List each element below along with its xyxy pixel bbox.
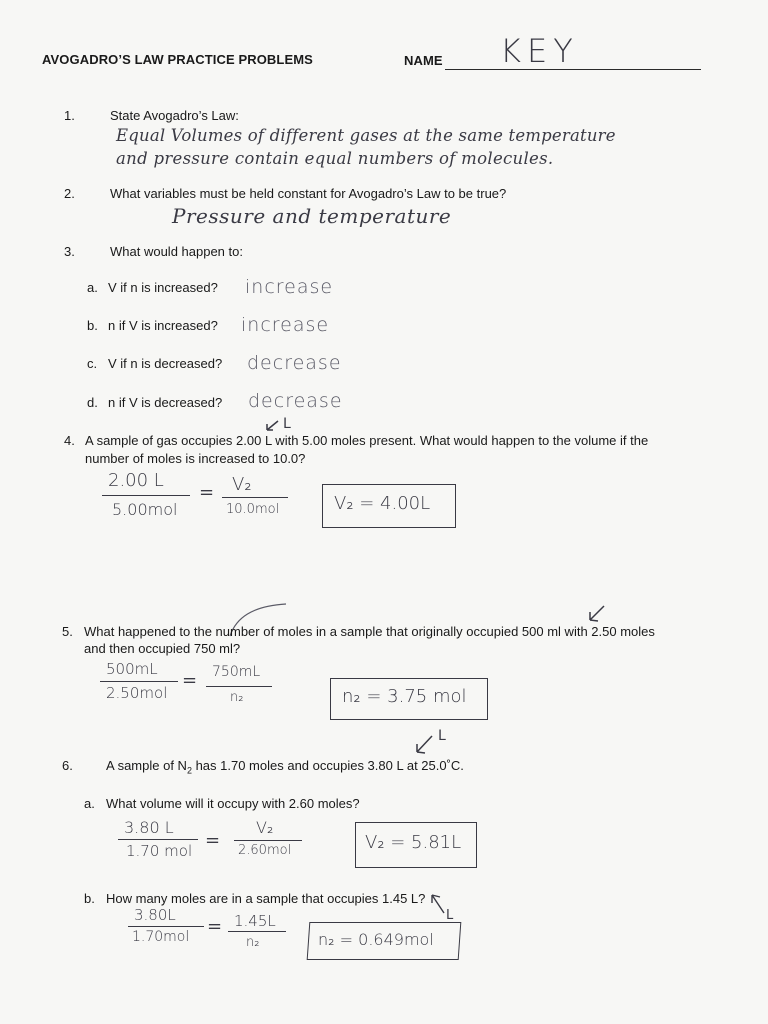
q6b-question: How many moles are in a sample that occupies 1.45 L? (106, 891, 426, 906)
q4-equals: = (199, 482, 215, 503)
q1-answer-line1: Equal Volumes of different gases at the same temperature (116, 126, 616, 145)
q5-number: 5. (62, 624, 73, 639)
q3-number: 3. (64, 244, 75, 259)
q4-correction-mark: L (283, 416, 291, 432)
q3a-letter: a. (87, 280, 98, 295)
q5-equals: = (182, 670, 198, 691)
q5-question-line1: What happened to the number of moles in a sample that originally occupied 500 ml with 2.50 moles (84, 624, 655, 639)
q3b-answer: increase (241, 314, 330, 336)
q4-question-line1: A sample of gas occupies 2.00 L with 5.00 moles present. What would happen to the volume if the (85, 433, 649, 448)
q2-question: What variables must be held constant for Avogadro’s Law to be true? (110, 186, 507, 201)
q6b-left-denominator: 1.70mol (132, 929, 190, 945)
q5-question-line2: and then occupied 750 ml? (84, 641, 241, 656)
q4-right-fraction-bar (222, 497, 288, 498)
q2-number: 2. (64, 186, 75, 201)
q6a-left-fraction-bar (118, 839, 198, 840)
q6b-equals: = (207, 916, 223, 937)
q5-correction-arrow-icon (584, 604, 608, 626)
q6-question (106, 758, 464, 776)
q6b-left-fraction-bar (128, 926, 204, 927)
q4-left-denominator: 5.00mol (112, 500, 178, 519)
q3c-letter: c. (87, 356, 98, 371)
q5-right-denominator: n₂ (230, 690, 244, 705)
q5-left-numerator: 500mL (106, 660, 158, 678)
q3b-question: n if V is increased? (108, 318, 218, 333)
q6-correction-mark: L (438, 728, 446, 744)
q4-result: V₂ = 4.00L (334, 493, 431, 514)
q6a-right-numerator: V₂ (256, 818, 274, 837)
q3-question: What would happen to: (110, 244, 243, 259)
q6-question-subscript: 2 (186, 765, 192, 776)
q4-question-line2: number of moles is increased to 10.0? (85, 451, 306, 466)
q6a-question: What volume will it occupy with 2.60 moles? (106, 796, 360, 811)
q4-left-fraction-bar (102, 495, 190, 496)
q6b-result: n₂ = 0.649mol (318, 930, 434, 949)
q3d-answer: decrease (248, 390, 343, 412)
q3c-answer: decrease (247, 352, 342, 374)
q6b-right-denominator: n₂ (246, 935, 260, 950)
q3b-letter: b. (87, 318, 98, 333)
name-label: NAME (404, 53, 443, 68)
q3a-answer: increase (245, 276, 334, 298)
page-title: AVOGADRO’S LAW PRACTICE PROBLEMS (42, 52, 313, 67)
q4-left-numerator: 2.00 L (108, 470, 164, 491)
q4-right-numerator: V₂ (232, 474, 252, 495)
q6a-letter: a. (84, 796, 95, 811)
q6a-left-denominator: 1.70 mol (126, 842, 193, 860)
q6b-correction-mark: L (446, 908, 454, 923)
name-answer: KEY (500, 32, 579, 70)
q5-left-denominator: 2.50mol (106, 684, 168, 702)
q6b-right-numerator: 1.45L (234, 912, 276, 930)
q6-correction-arrow-icon (412, 734, 436, 758)
q5-result: n₂ = 3.75 mol (342, 686, 467, 707)
q6a-right-denominator: 2.60mol (238, 843, 292, 858)
q3d-letter: d. (87, 395, 98, 410)
q5-left-fraction-bar (100, 681, 178, 682)
q4-right-denominator: 10.0mol (226, 502, 280, 517)
q4-correction-arrow-icon (262, 419, 282, 433)
q3c-question: V if n is decreased? (108, 356, 223, 371)
q6a-left-numerator: 3.80 L (124, 818, 174, 837)
q5-right-fraction-bar (206, 686, 272, 687)
q6b-right-fraction-bar (228, 931, 286, 932)
q6-number: 6. (62, 758, 73, 773)
q5-right-numerator: 750mL (212, 664, 261, 680)
q1-answer-line2: and pressure contain equal numbers of molecules. (116, 149, 554, 168)
q2-answer: Pressure and temperature (172, 204, 452, 228)
q6a-right-fraction-bar (234, 840, 302, 841)
q6-question-post: has 1.70 moles and occupies 3.80 L at 25.0˚C. (191, 758, 464, 773)
q6a-equals: = (205, 830, 221, 851)
q6-question-pre: A sample of N (106, 758, 187, 773)
q3d-question: n if V is decreased? (108, 395, 223, 410)
q1-number: 1. (64, 108, 75, 123)
q1-question: State Avogadro’s Law: (110, 108, 239, 123)
q6b-letter: b. (84, 891, 95, 906)
q6b-left-numerator: 3.80L (134, 906, 176, 924)
q3a-question: V if n is increased? (108, 280, 218, 295)
q6a-result: V₂ = 5.81L (365, 832, 462, 853)
q4-number: 4. (64, 433, 75, 448)
